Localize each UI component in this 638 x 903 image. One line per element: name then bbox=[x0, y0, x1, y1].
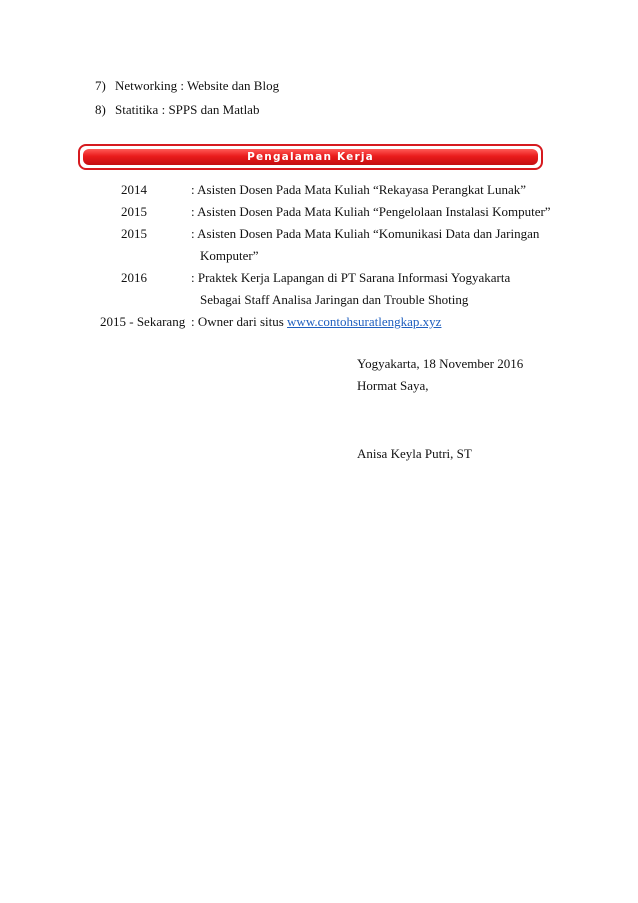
list-number: 8) bbox=[95, 102, 106, 117]
experience-year: 2015 - Sekarang bbox=[100, 314, 186, 329]
list-number: 7) bbox=[95, 78, 106, 93]
website-link[interactable]: www.contohsuratlengkap.xyz bbox=[287, 314, 442, 329]
section-banner bbox=[78, 144, 543, 170]
section-banner-fill bbox=[83, 149, 538, 165]
list-text: Networking : Website dan Blog bbox=[115, 78, 280, 93]
signer-name: Anisa Keyla Putri, ST bbox=[357, 446, 472, 461]
experience-description-text: : Owner dari situs bbox=[191, 314, 288, 329]
list-text: Statitika : SPPS dan Matlab bbox=[115, 102, 260, 117]
experience-description: : Asisten Dosen Pada Mata Kuliah “Komunikasi Data dan Jaringan bbox=[191, 226, 540, 241]
place-date: Yogyakarta, 18 November 2016 bbox=[357, 356, 524, 371]
experience-description bbox=[191, 314, 441, 330]
experience-description: : Asisten Dosen Pada Mata Kuliah “Pengelolaan Instalasi Komputer” bbox=[191, 204, 551, 219]
experience-year: 2015 bbox=[121, 226, 147, 241]
experience-year: 2015 bbox=[121, 204, 147, 219]
experience-year: 2014 bbox=[121, 182, 147, 197]
section-title: Pengalaman Kerja bbox=[247, 151, 374, 163]
list-item bbox=[95, 78, 279, 94]
list-item bbox=[95, 102, 259, 118]
experience-description-continued: Sebagai Staff Analisa Jaringan dan Trouble Shoting bbox=[200, 292, 469, 307]
experience-description: : Praktek Kerja Lapangan di PT Sarana Informasi Yogyakarta bbox=[191, 270, 511, 285]
experience-year: 2016 bbox=[121, 270, 147, 285]
experience-description-continued: Komputer” bbox=[200, 248, 259, 263]
experience-description: : Asisten Dosen Pada Mata Kuliah “Rekayasa Perangkat Lunak” bbox=[191, 182, 527, 197]
closing-text: Hormat Saya, bbox=[357, 378, 429, 393]
